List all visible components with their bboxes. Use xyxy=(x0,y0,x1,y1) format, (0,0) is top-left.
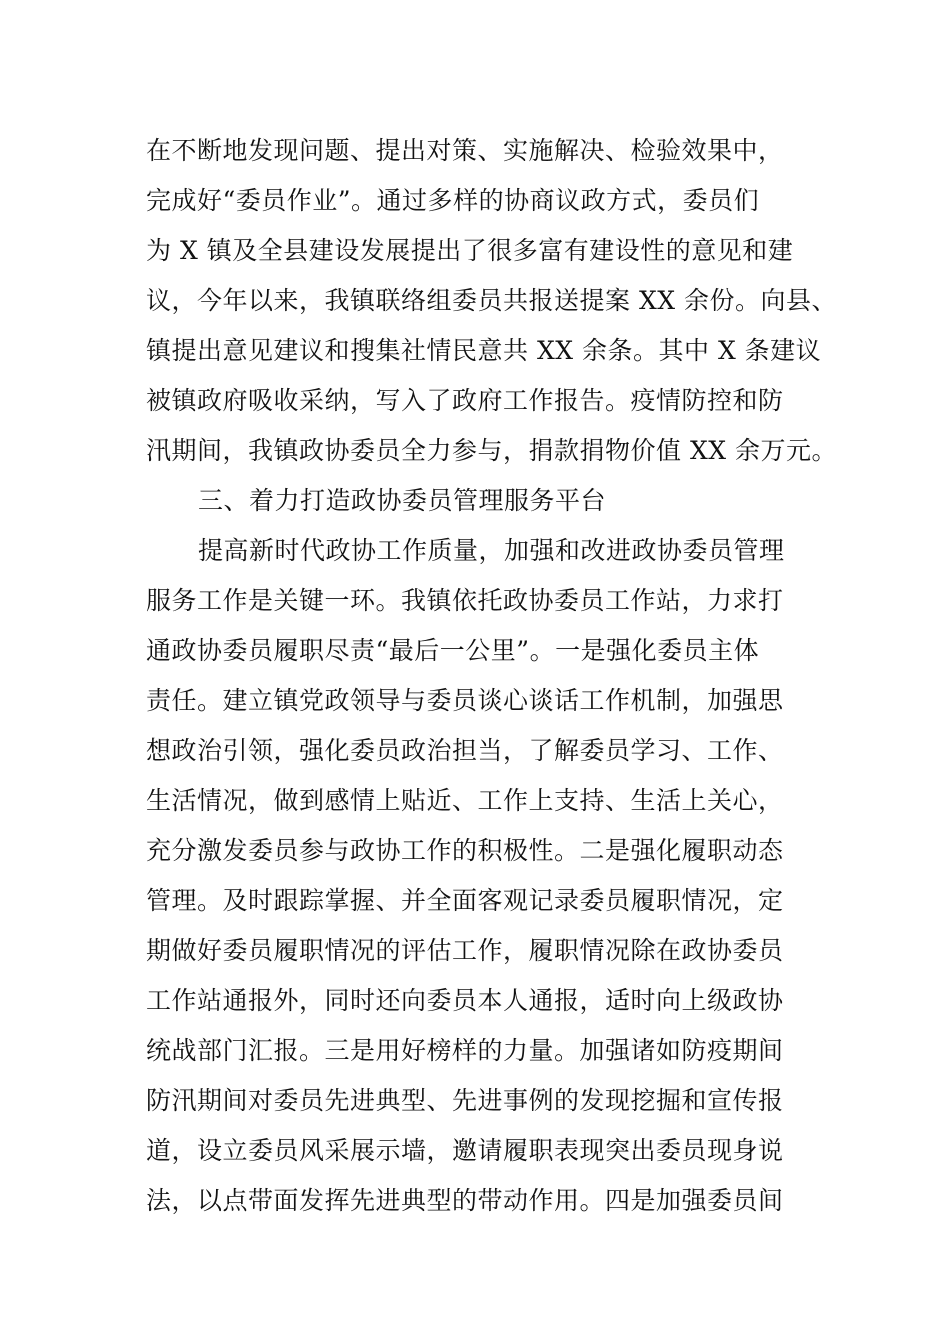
body-text xyxy=(146,126,837,1226)
text-line: 镇提出意见建议和搜集社情民意共 XX 余条。其中 X 条建议 xyxy=(146,336,822,365)
text-line: 生活情况，做到感情上贴近、工作上支持、生活上关心， xyxy=(146,786,784,815)
text-line: 完成好“委员作业”。通过多样的协商议政方式，委员们 xyxy=(146,186,760,215)
text-line: 责任。建立镇党政领导与委员谈心谈话工作机制，加强思 xyxy=(146,686,784,715)
text-line: 想政治引领，强化委员政治担当，了解委员学习、工作、 xyxy=(146,736,784,765)
text-line: 法，以点带面发挥先进典型的带动作用。四是加强委员间 xyxy=(146,1186,784,1215)
text-line: 服务工作是关键一环。我镇依托政协委员工作站，力求打 xyxy=(146,586,784,615)
text-line: 道，设立委员风采展示墙，邀请履职表现突出委员现身说 xyxy=(146,1136,784,1165)
text-line: 统战部门汇报。三是用好榜样的力量。加强诸如防疫期间 xyxy=(146,1036,784,1065)
section-heading: 三、着力打造政协委员管理服务平台 xyxy=(198,486,607,515)
text-line: 在不断地发现问题、提出对策、实施解决、检验效果中， xyxy=(146,136,784,165)
text-line: 汛期间，我镇政协委员全力参与，捐款捐物价值 XX 余万元。 xyxy=(146,436,837,465)
text-line: 提高新时代政协工作质量，加强和改进政协委员管理 xyxy=(198,536,785,565)
text-line: 防汛期间对委员先进典型、先进事例的发现挖掘和宣传报 xyxy=(146,1086,784,1115)
text-line: 被镇政府吸收采纳，写入了政府工作报告。疫情防控和防 xyxy=(146,386,784,415)
text-line: 议，今年以来，我镇联络组委员共报送提案 XX 余份。向县、 xyxy=(146,286,837,315)
text-line: 工作站通报外，同时还向委员本人通报，适时向上级政协 xyxy=(146,986,784,1015)
text-line: 管理。及时跟踪掌握、并全面客观记录委员履职情况，定 xyxy=(146,886,784,915)
text-line: 通政协委员履职尽责“最后一公里”。一是强化委员主体 xyxy=(146,636,760,665)
text-line: 为 X 镇及全县建设发展提出了很多富有建设性的意见和建 xyxy=(146,236,794,265)
text-line: 期做好委员履职情况的评估工作，履职情况除在政协委员 xyxy=(146,936,784,965)
text-line: 充分激发委员参与政协工作的积极性。二是强化履职动态 xyxy=(146,836,784,865)
